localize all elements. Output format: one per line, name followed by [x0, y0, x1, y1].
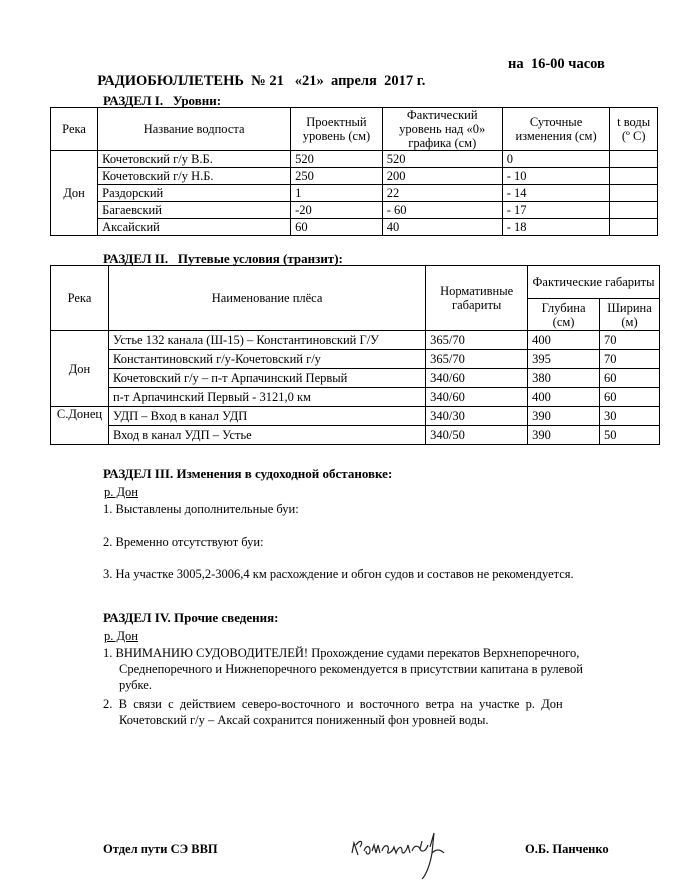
width: 50 [600, 426, 660, 445]
width: 60 [600, 369, 660, 388]
section-4-title: РАЗДЕЛ IV. Прочие сведения: [103, 610, 279, 625]
col-daily-change: Суточные изменения (см) [502, 108, 610, 151]
river-cell: Дон [51, 151, 98, 236]
stretch-name: п-т Арпачинский Первый - 3121,0 км [108, 388, 425, 407]
width: 60 [600, 388, 660, 407]
stretch-name: Вход в канал УДП – Устье [108, 426, 425, 445]
table-row [51, 331, 660, 350]
col-actual-dimensions: Фактические габариты [528, 266, 660, 299]
col-river: Река [51, 108, 98, 151]
section-4-item-1 [103, 645, 663, 693]
depth: 380 [528, 369, 600, 388]
stretch-name: Константиновский г/у-Кочетовский г/у [108, 350, 425, 369]
normative-dims: 365/70 [426, 350, 528, 369]
levels-table [50, 107, 658, 236]
project-level: 250 [291, 168, 383, 185]
section-2-title: РАЗДЕЛ II. Путевые условия (транзит): [103, 251, 343, 266]
water-temp [610, 185, 658, 202]
station-name: Багаевский [98, 202, 291, 219]
section-1-title: РАЗДЕЛ I. Уровни: [103, 93, 222, 108]
stretch-name: Кочетовский г/у – п-т Арпачинский Первый [108, 369, 425, 388]
table-row [51, 369, 660, 388]
notice-line: Среднепоречного и Нижнепоречного рекомендуется в присутствии капитана в рулевой [119, 662, 583, 676]
width: 70 [600, 331, 660, 350]
levels-header-row [51, 108, 658, 151]
normative-dims: 340/60 [426, 388, 528, 407]
normative-dims: 340/60 [426, 369, 528, 388]
depth: 400 [528, 388, 600, 407]
section-4-river: р. Дон [104, 629, 138, 643]
col-stretch: Наименование плёса [108, 266, 425, 331]
daily-change: - 14 [502, 185, 610, 202]
table-row [51, 168, 658, 185]
width: 30 [600, 407, 660, 426]
section-3-river: р. Дон [104, 485, 138, 499]
transit-table [50, 265, 660, 445]
notice-line: рубке. [119, 678, 152, 692]
actual-level: 22 [382, 185, 502, 202]
water-temp [610, 151, 658, 168]
normative-dims: 340/50 [426, 426, 528, 445]
col-project-level: Проектный уровень (см) [291, 108, 383, 151]
project-level: 60 [291, 219, 383, 236]
width: 70 [600, 350, 660, 369]
daily-change: - 17 [502, 202, 610, 219]
col-width: Ширина (м) [600, 299, 660, 331]
water-temp [610, 202, 658, 219]
col-water-temp: t воды (º С) [610, 108, 658, 151]
handwritten-signature [348, 823, 458, 883]
signer-name: О.Б. Панченко [525, 842, 609, 856]
station-name: Аксайский [98, 219, 291, 236]
river-cell: С.Донец [51, 407, 109, 445]
normative-dims: 365/70 [426, 331, 528, 350]
section-3-item-1: 1. Выставлены дополнительные буи: [103, 502, 299, 516]
station-name: Кочетовский г/у Н.Б. [98, 168, 291, 185]
water-temp [610, 168, 658, 185]
depth: 395 [528, 350, 600, 369]
department-name: Отдел пути СЭ ВВП [103, 842, 218, 856]
notice-line: 2. В связи с действием северо-восточного и восточного ветра на участке р. Дон [103, 697, 563, 711]
daily-change: - 10 [502, 168, 610, 185]
station-name: Раздорский [98, 185, 291, 202]
notice-line: Кочетовский г/у – Аксай сохранится пониженный фон уровней воды. [119, 713, 489, 727]
depth: 390 [528, 426, 600, 445]
table-row [51, 151, 658, 168]
project-level: 520 [291, 151, 383, 168]
actual-level: 200 [382, 168, 502, 185]
project-level: 1 [291, 185, 383, 202]
table-row [51, 185, 658, 202]
col-depth: Глубина (см) [528, 299, 600, 331]
daily-change: - 18 [502, 219, 610, 236]
col-actual-level: Фактический уровень над «0» графика (см) [382, 108, 502, 151]
table-row [51, 407, 660, 426]
actual-level: 40 [382, 219, 502, 236]
actual-level: 520 [382, 151, 502, 168]
section-4-item-2 [103, 696, 663, 728]
notice-line: 1. ВНИМАНИЮ СУДОВОДИТЕЛЕЙ! Прохождение судами перекатов Верхнепоречного, [103, 646, 580, 660]
depth: 400 [528, 331, 600, 350]
normative-dims: 340/30 [426, 407, 528, 426]
stretch-name: Устье 132 канала (Ш-15) – Константиновский Г/У [108, 331, 425, 350]
table-row [51, 350, 660, 369]
col-river: Река [51, 266, 109, 331]
depth: 390 [528, 407, 600, 426]
stretch-name: УДП – Вход в канал УДП [108, 407, 425, 426]
section-3-item-3: 3. На участке 3005,2-3006,4 км расхождение и обгон судов и составов не рекомендуется. [103, 567, 574, 581]
col-station: Название водпоста [98, 108, 291, 151]
actual-level: - 60 [382, 202, 502, 219]
col-normative: Нормативные габариты [426, 266, 528, 331]
transit-header-row [51, 266, 660, 299]
bulletin-time: на 16-00 часов [508, 56, 605, 72]
bulletin-number-date: РАДИОБЮЛЛЕТЕНЬ № 21 «21» апреля 2017 г. [97, 73, 426, 89]
section-3-item-2: 2. Временно отсутствуют буи: [103, 535, 264, 549]
station-name: Кочетовский г/у В.Б. [98, 151, 291, 168]
section-3-title: РАЗДЕЛ III. Изменения в судоходной обстановке: [103, 466, 393, 481]
table-row [51, 219, 658, 236]
table-row [51, 202, 658, 219]
water-temp [610, 219, 658, 236]
river-cell: Дон [51, 331, 109, 407]
table-row [51, 388, 660, 407]
daily-change: 0 [502, 151, 610, 168]
project-level: -20 [291, 202, 383, 219]
table-row [51, 426, 660, 445]
